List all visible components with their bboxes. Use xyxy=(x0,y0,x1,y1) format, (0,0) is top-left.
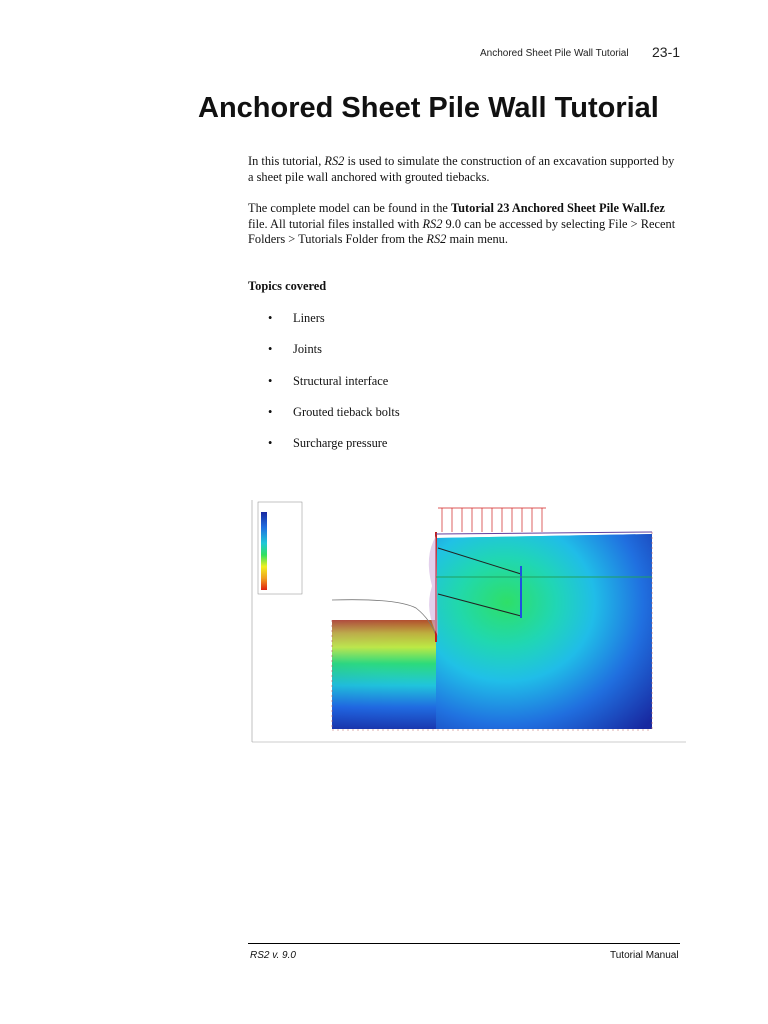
footer-version: RS2 v. 9.0 xyxy=(250,950,296,961)
topics-heading: Topics covered xyxy=(248,279,327,293)
list-item: • Structural interface xyxy=(268,373,389,388)
model-filename: Tutorial 23 Anchored Sheet Pile Wall.fez xyxy=(451,201,665,215)
list-item: • Grouted tieback bolts xyxy=(268,404,400,419)
topics-list xyxy=(268,311,400,467)
model-paragraph: The complete model can be found in the Tutorial 23 Anchored Sheet Pile Wall.fez file. All tutorial files installed with RS2 9.0 can be accessed by selecting File > Recent Folders > Tutorials Folder from the RS2 main menu. xyxy=(248,201,676,246)
list-item: • Joints xyxy=(268,342,322,357)
footer-rule xyxy=(248,943,680,944)
footer-manual: Tutorial Manual xyxy=(610,950,679,961)
page-number: 23-1 xyxy=(652,44,681,60)
model-contour-figure xyxy=(246,496,688,752)
page-title: Anchored Sheet Pile Wall Tutorial xyxy=(198,92,659,124)
list-item: • Surcharge pressure xyxy=(268,436,388,451)
list-item: • Liners xyxy=(268,311,325,325)
intro-paragraph: In this tutorial, RS2 is used to simulate the construction of an excavation supported by a sheet pile wall anchored with grouted tiebacks. xyxy=(248,154,675,184)
running-header-title: Anchored Sheet Pile Wall Tutorial xyxy=(480,48,629,59)
